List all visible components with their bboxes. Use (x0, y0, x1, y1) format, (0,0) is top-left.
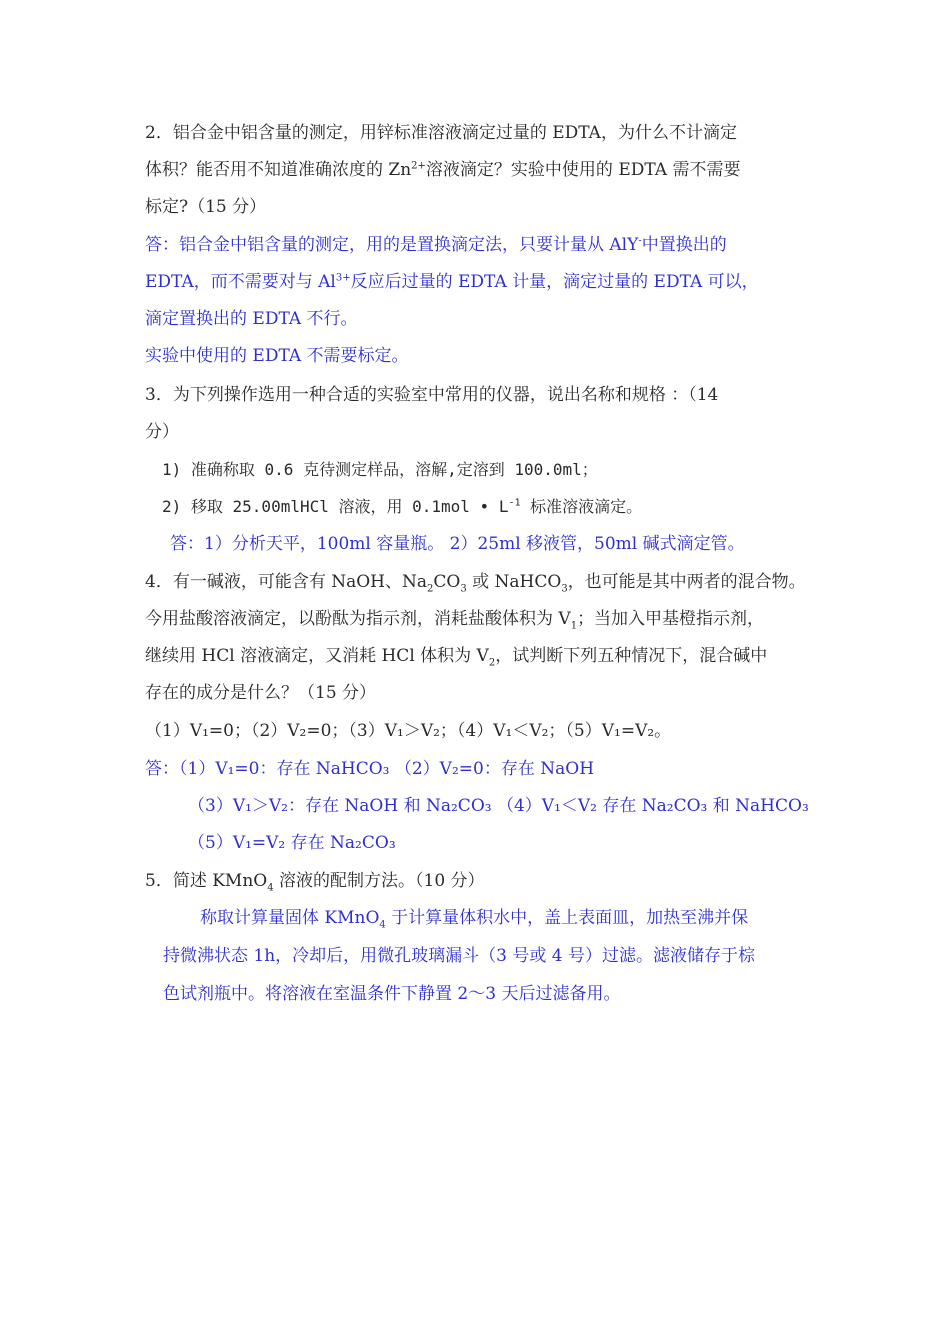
q4-line-3: 继续用 HCl 溶液滴定，又消耗 HCl 体积为 $V_2$，试判断下列五种情况下，混合碱中 (145, 646, 768, 669)
a2-line-1: 答：铝合金中铝含量的测定，用的是置换滴定法，只要计量从 AlY-中置换出的 (145, 235, 727, 255)
a2-line-4: 实验中使用的 EDTA 不需要标定。 (145, 346, 409, 366)
q5-line-1: 5．简述 KMnO$_4$ 溶液的配制方法。（10 分） (145, 871, 485, 894)
a5-line-1: 称取计算量固体 KMnO$_4$ 于计算量体积水中，盖上表面皿，加热至沸并保 (200, 908, 749, 931)
q2-line-3: 标定?（15 分） (145, 197, 267, 217)
a4-line-2: （3）V₁＞V₂：存在 NaOH 和 Na₂CO₃ （4）V₁＜V₂ 存在 Na₂CO₃ 和 NaHCO₃ (188, 796, 809, 816)
a5-line-2: 持微沸状态 1h，冷却后，用微孔玻璃漏斗（3 号或 4 号）过滤。滤液储存于棕 (163, 946, 756, 966)
a2-line-2: EDTA，而不需要对与 $Al^{3+}$反应后过量的 EDTA 计量，滴定过量的 EDTA 可以， (145, 272, 759, 292)
q3-answer: 答：1）分析天平，100ml 容量瓶。 2）25ml 移液管，50ml 碱式滴定管。 (170, 534, 745, 554)
q2-line-1: 2．铝合金中铝含量的测定，用锌标准溶液滴定过量的 EDTA，为什么不计滴定 (145, 123, 737, 143)
q3-line-1: 3．为下列操作选用一种合适的实验室中常用的仪器，说出名称和规格 ：（14 (145, 385, 719, 405)
q4-line-1: 4．有一碱液，可能含有 NaOH、$Na_2CO_3$ 或 NaHCO$_3$，也可能是其中两者的混合物。 (145, 572, 806, 595)
q3-item-2: 2) 移取 25.00mlHCl 溶液，用 0.1mol • $L^{-1}$ 标准溶液滴定。 (162, 497, 643, 516)
q4-line-4: 存在的成分是什么？（15 分） (145, 683, 377, 703)
a4-line-3: （5）V₁=V₂ 存在 Na₂CO₃ (188, 833, 396, 853)
q4-cases: （1）V₁=0；（2）V₂=0；（3）V₁＞V₂；（4）V₁＜V₂；（5）V₁=V₂。 (145, 721, 672, 741)
a5-line-3: 色试剂瓶中。将溶液在室温条件下静置 2～3 天后过滤备用。 (163, 984, 621, 1004)
q2-line-2: 体积？能否用不知道准确浓度的 $Zn^{2+}$溶液滴定？实验中使用的 EDTA 需不需要 (145, 160, 741, 180)
a4-line-1: 答：（1）V₁=0：存在 NaHCO₃ （2）V₂=0：存在 NaOH (145, 759, 595, 779)
q3-item-1: 1) 准确称取 0.6 克待测定样品，溶解,定溶到 100.0ml； (162, 460, 598, 479)
a2-line-3: 滴定置换出的 EDTA 不行。 (145, 309, 358, 329)
q4-line-2: 今用盐酸溶液滴定，以酚酞为指示剂，消耗盐酸体积为 $V_1$；当加入甲基橙指示剂， (145, 609, 765, 632)
q3-line-2: 分） (145, 422, 179, 442)
